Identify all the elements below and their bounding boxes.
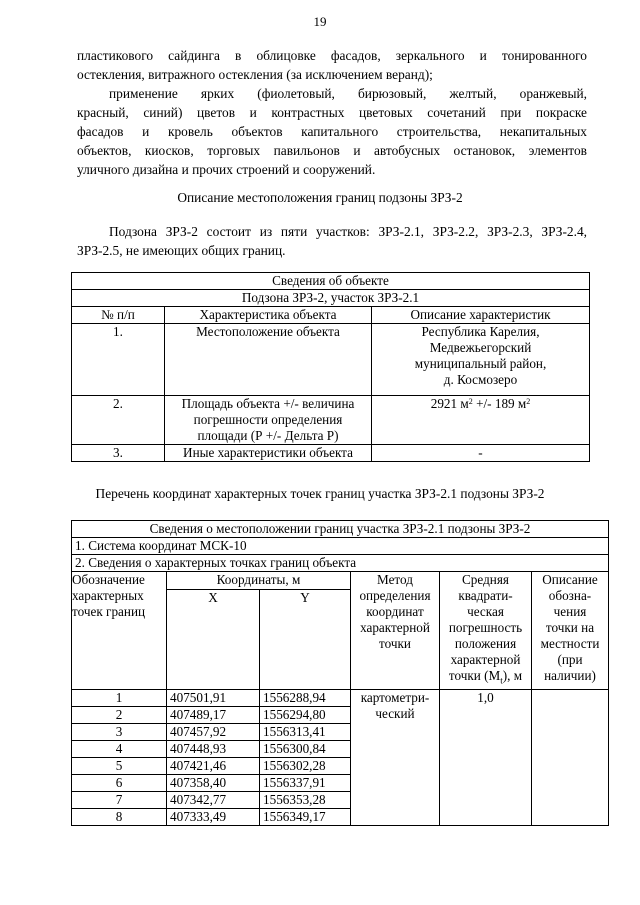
header-char: Характеристика объекта	[165, 307, 372, 324]
point-x: 407448,93	[167, 740, 260, 757]
point-number: 4	[72, 740, 167, 757]
point-number: 3	[72, 723, 167, 740]
point-y: 1556313,41	[260, 723, 351, 740]
intro-line-3: применение ярких (фиолетовый, бирюзовый, желтый, оранжевый,	[109, 86, 587, 101]
header-x: X	[167, 589, 260, 689]
point-number: 2	[72, 706, 167, 723]
coords-table-title: Сведения о местоположении границ участка ЗРЗ-2.1 подзоны ЗРЗ-2	[72, 521, 609, 538]
subzone-line-2: ЗРЗ-2.5, не имеющих общих границ.	[77, 243, 286, 258]
point-y: 1556349,17	[260, 808, 351, 825]
row-char: Площадь объекта +/- величина погрешности определения площади (Р +/- Дельта Р)	[165, 396, 372, 445]
row-desc: Республика Карелия, Медвежьегорский муниципальный район, д. Космозеро	[372, 324, 590, 396]
point-number: 6	[72, 774, 167, 791]
row-desc: 2921 $м^2$ +/- 189 $м^2$	[372, 396, 590, 445]
row-num: 1.	[72, 324, 165, 396]
header-method: Метод определения координат характерной точки	[351, 572, 440, 690]
header-num: № п/п	[72, 307, 165, 324]
desc-cell	[532, 689, 609, 825]
object-table-title: Сведения об объекте	[72, 273, 590, 290]
point-x: 407501,91	[167, 689, 260, 706]
coords-system: 1. Система координат МСК-10	[72, 538, 609, 555]
header-coords: Координаты, м	[167, 572, 351, 590]
coords-points-info: 2. Сведения о характерных точках границ объекта	[72, 555, 609, 572]
header-y: Y	[260, 589, 351, 689]
coords-title: Перечень координат характерных точек границ участка ЗРЗ-2.1 подзоны ЗРЗ-2	[95, 486, 545, 501]
point-y: 1556300,84	[260, 740, 351, 757]
header-designation: Обозначение характерных точек границ	[72, 572, 167, 690]
row-num: 3.	[72, 445, 165, 462]
point-x: 407342,77	[167, 791, 260, 808]
point-number: 5	[72, 757, 167, 774]
point-number: 1	[72, 689, 167, 706]
point-y: 1556353,28	[260, 791, 351, 808]
point-x: 407457,92	[167, 723, 260, 740]
method-cell: картометри- ческий	[351, 689, 440, 825]
intro-line-6: объектов, киосков, торговых павильонов и автобусных остановок, элементов	[77, 143, 587, 158]
point-x: 407333,49	[167, 808, 260, 825]
point-y: 1556294,80	[260, 706, 351, 723]
object-table-subtitle: Подзона ЗРЗ-2, участок ЗРЗ-2.1	[72, 290, 590, 307]
accuracy-cell: 1,0	[440, 689, 532, 825]
page-number: 19	[313, 14, 327, 29]
intro-line-7: уличного дизайна и прочих строений и сооружений.	[77, 162, 376, 177]
intro-line-5: фасадов и кровель объектов капитального строительства, некапитальных	[77, 124, 587, 139]
point-number: 7	[72, 791, 167, 808]
point-y: 1556337,91	[260, 774, 351, 791]
header-desc: Описание характеристик	[372, 307, 590, 324]
header-desc: Описание обозна- чения точки на местности (при наличии)	[532, 572, 609, 690]
point-y: 1556302,28	[260, 757, 351, 774]
row-num: 2.	[72, 396, 165, 445]
point-y: 1556288,94	[260, 689, 351, 706]
row-desc: -	[372, 445, 590, 462]
row-char: Местоположение объекта	[165, 324, 372, 396]
row-char: Иные характеристики объекта	[165, 445, 372, 462]
subzone-line-1: Подзона ЗРЗ-2 состоит из пяти участков: ЗРЗ-2.1, ЗРЗ-2.2, ЗРЗ-2.3, ЗРЗ-2.4,	[109, 224, 587, 239]
intro-line-4: красный, синий) цветов и контрастных цветовых сочетаний при покраске	[77, 105, 587, 120]
section-title: Описание местоположения границ подзоны ЗРЗ-2	[177, 190, 463, 205]
intro-line-1: пластикового сайдинга в облицовке фасадов, зеркального и тонированного	[77, 48, 587, 63]
point-number: 8	[72, 808, 167, 825]
object-table	[71, 272, 590, 462]
point-x: 407489,17	[167, 706, 260, 723]
header-accuracy: Средняя квадрати- ческая погрешность положения характерной точки $(M_t)$, м	[440, 572, 532, 690]
coords-table	[71, 520, 609, 826]
point-x: 407358,40	[167, 774, 260, 791]
point-x: 407421,46	[167, 757, 260, 774]
intro-line-2: остекления, витражного остекления (за исключением веранд);	[77, 67, 433, 82]
